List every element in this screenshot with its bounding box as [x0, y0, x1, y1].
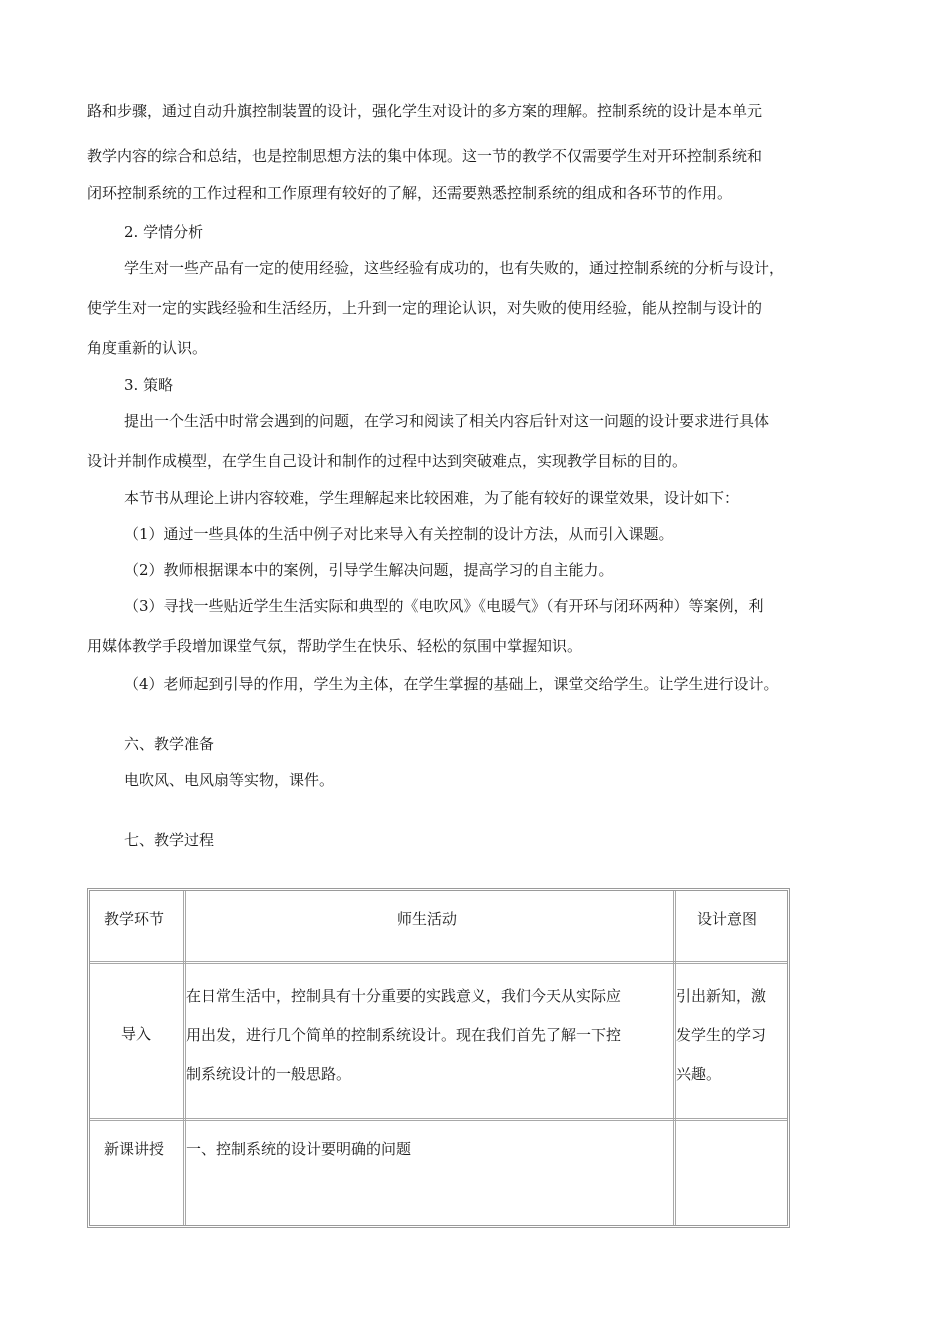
list-item: （4）老师起到引导的作用，学生为主体，在学生掌握的基础上，课堂交给学生。让学生进行设计。 [124, 675, 779, 693]
paragraph-line: 提出一个生活中时常会遇到的问题，在学习和阅读了相关内容后针对这一问题的设计要求进行具体 [124, 412, 770, 430]
paragraph-line: 设计并制作成模型，在学生自己设计和制作的过程中达到突破难点，实现教学目标的目的。 [87, 452, 688, 470]
table-cell-activity: 在日常生活中，控制具有十分重要的实践意义，我们今天从实际应 [186, 987, 622, 1005]
paragraph-line: 角度重新的认识。 [87, 339, 208, 357]
teaching-process-table [87, 888, 790, 1228]
list-item: 用媒体教学手段增加课堂气氛，帮助学生在快乐、轻松的氛围中掌握知识。 [87, 637, 583, 655]
table-cell-intent: 引出新知，激 [676, 987, 767, 1005]
section-heading: 3. 策略 [124, 376, 174, 394]
table-cell-activity: 一、控制系统的设计要明确的问题 [186, 1140, 412, 1158]
section-heading: 七、教学过程 [124, 831, 215, 849]
column-divider [183, 891, 186, 1225]
paragraph-line: 电吹风、电风扇等实物，课件。 [124, 771, 335, 789]
table-cell-activity: 用出发，进行几个简单的控制系统设计。现在我们首先了解一下控 [186, 1026, 622, 1044]
section-heading: 六、教学准备 [124, 735, 215, 753]
column-divider [673, 891, 676, 1225]
row-divider [90, 961, 787, 964]
paragraph-line: 本节书从理论上讲内容较难，学生理解起来比较困难，为了能有较好的课堂效果，设计如下： [124, 489, 740, 507]
table-header: 教学环节 [104, 910, 165, 928]
table-header: 设计意图 [697, 910, 758, 928]
paragraph-line: 闭环控制系统的工作过程和工作原理有较好的了解，还需要熟悉控制系统的组成和各环节的作用。 [87, 184, 733, 202]
list-item: （2）教师根据课本中的案例，引导学生解决问题，提高学习的自主能力。 [124, 561, 614, 579]
paragraph-line: 教学内容的综合和总结，也是控制思想方法的集中体现。这一节的教学不仅需要学生对开环控制系统和 [87, 147, 763, 165]
paragraph-line: 使学生对一定的实践经验和生活经历，上升到一定的理论认识，对失败的使用经验，能从控制与设计的 [87, 299, 763, 317]
list-item: （3）寻找一些贴近学生生活实际和典型的《电吹风》《电暖气》（有开环与闭环两种）等案例，利 [124, 597, 764, 615]
paragraph-line: 路和步骤，通过自动升旗控制装置的设计，强化学生对设计的多方案的理解。控制系统的设计是本单元 [87, 102, 763, 120]
list-item: （1）通过一些具体的生活中例子对比来导入有关控制的设计方法，从而引入课题。 [124, 525, 674, 543]
table-cell-intent: 发学生的学习 [676, 1026, 767, 1044]
table-cell-stage: 新课讲授 [104, 1140, 165, 1158]
section-heading: 2. 学情分析 [124, 223, 204, 241]
row-divider [90, 1118, 787, 1121]
table-cell-activity: 制系统设计的一般思路。 [186, 1065, 352, 1083]
table-cell-intent: 兴趣。 [676, 1065, 722, 1083]
paragraph-line: 学生对一些产品有一定的使用经验，这些经验有成功的，也有失败的，通过控制系统的分析与设计， [124, 259, 785, 277]
table-cell-stage: 导入 [121, 1025, 152, 1043]
table-header: 师生活动 [397, 910, 458, 928]
